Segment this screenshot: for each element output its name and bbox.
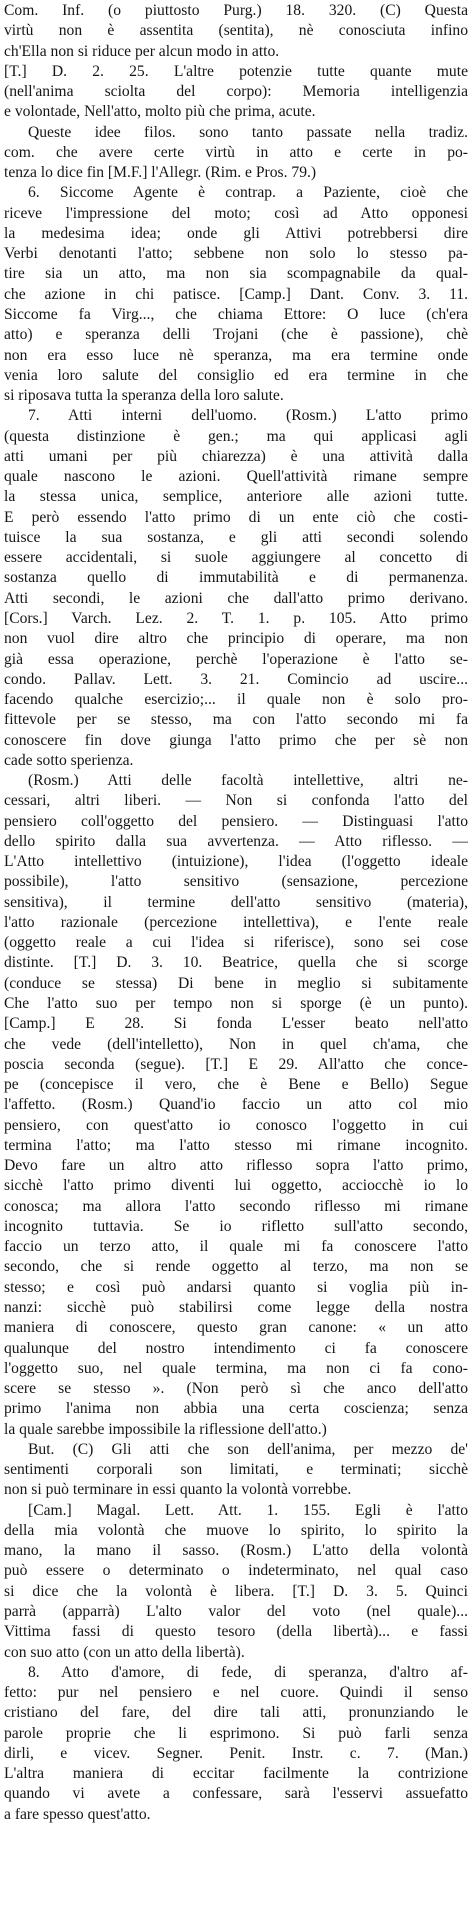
text-line: But. (C) Gli atti che son dell'anima, per mezzo de' [28, 1440, 468, 1458]
text-line: che vede (dell'intelletto), Non in quel ch'ama, che [4, 1035, 468, 1053]
text-line: faccio un terzo atto, il quale mi fa conoscere l'atto [4, 1238, 468, 1256]
text-line: 7. Atti interni dell'uomo. (Rosm.) L'atto primo [28, 407, 468, 425]
text-line: 6. Siccome Agente è contrap. a Paziente, cioè che [28, 184, 468, 202]
text-line: (questa distinzione è gen.; ma qui applicasi agli [4, 427, 468, 445]
text-line: si dice che la volontà è libera. [T.] D. 3. 5. Quinci [4, 1582, 468, 1600]
text-line: tenza lo dice fin [M.F.] l'Allegr. (Rim. e Pros. 79.) [4, 164, 317, 182]
text-line: Siccome fa Virg..., che chiama Ettore: O luce (ch'era [4, 305, 468, 323]
text-line: pensiero coll'oggetto del pensiero. — Distinguasi l'atto [4, 812, 468, 830]
text-line: essere accidentali, si suole aggiungere al concetto di [4, 549, 468, 567]
text-line: Queste idee filos. sono tanto passate nella tradiz. [28, 123, 468, 141]
text-line: si riposava tutta la speranza della loro salute. [4, 387, 284, 405]
text-line: fetto: pur nel pensiero e nel cuore. Quindi il senso [4, 1684, 468, 1702]
text-line: pensiero, con quest'atto io conosco l'oggetto in cui [4, 1116, 468, 1134]
text-line: della mia volontà che muove lo spirito, lo spirito la [4, 1521, 468, 1539]
text-line: cessari, altri liberi. — Non si confonda l'atto del [4, 792, 468, 810]
text-line: condo. Pallav. Lett. 3. 21. Comincio ad uscire... [4, 670, 468, 688]
text-line: cristiano del fare, del dire tali atti, pronunziando le [4, 1704, 468, 1722]
text-line: non era esso luce nè speranza, ma era termine onde [4, 346, 468, 364]
text-line: Vittima fassi di questo tesoro (della libertà)... e fassi [4, 1623, 468, 1641]
text-line: sentimenti corporali son limitati, e terminati; sicchè [4, 1461, 468, 1479]
text-line: quale nascono le azioni. Quell'attività rimane sempre [4, 468, 468, 486]
text-line: mano, la mano il sasso. (Rosm.) L'atto della volontà [4, 1542, 468, 1560]
text-line: distinte. [T.] D. 3. 10. Beatrice, quella che si scorge [4, 954, 468, 972]
text-line: la stessa unica, semplice, anteriore alle azioni tutte. [4, 488, 468, 506]
text-line: (oggetto reale a cui l'idea si riferisce), sono sei cose [4, 934, 468, 952]
text-line: sostanza quello di immutabilità e di permanenza. [4, 569, 468, 587]
text-line: stesso; e così può andarsi quanto si voglia più in- [4, 1278, 468, 1296]
text-line: Devo fare un altro atto riflesso sopra l'atto primo, [4, 1157, 468, 1175]
text-line: l'oggetto suo, nel quale termina, ma non ci fa cono- [4, 1359, 468, 1377]
text-line: atto) e speranza delli Trojani (che è passione), chè [4, 326, 468, 344]
text-line: non vuol dire altro che principio di operare, ma non [4, 630, 468, 648]
text-line: la medesima idea; onde gli Attivi potrebbersi dire [4, 224, 468, 242]
text-line: termina l'atto; ma l'atto stesso mi rimane incognito. [4, 1136, 468, 1154]
text-line: quando vi avete a confessare, sarà l'esservi assuefatto [4, 1785, 468, 1803]
text-line: parrà (apparrà) L'alto valor del voto (nel quale)... [4, 1602, 468, 1620]
text-line: facendo qualche esercizio;... il quale non è solo pro- [4, 691, 468, 709]
text-line: dello spirito dalla sua avvertenza. — Atto riflesso. — [4, 832, 468, 850]
text-line: possibile), l'atto sensitivo (sensazione, percezione [4, 873, 468, 891]
text-line: ch'Ella non si riduce per alcun modo in atto. [4, 42, 280, 60]
text-line: con suo atto (con un atto della libertà). [4, 1643, 245, 1661]
text-line: L'altra maniera di eccitar facilmente la contrizione [4, 1765, 468, 1783]
text-line: E però essendo l'atto primo di un ente ciò che costi- [4, 508, 468, 526]
text-line: secondo, che si rende oggetto al terzo, ma non se [4, 1258, 468, 1276]
text-line: Verbi denotanti l'atto; sebbene non solo lo stesso pa- [4, 245, 468, 263]
text-line: atti umani per più chiarezza) è una attività dalla [4, 447, 468, 465]
text-line: nanzi: sicchè può stabilirsi come legge della nostra [4, 1299, 468, 1316]
text-line: Che l'atto suo per tempo non si sporge (è un punto). [4, 995, 468, 1013]
text-line: [Cam.] Magal. Lett. Att. 1. 155. Egli è l'atto [28, 1501, 468, 1519]
text-line: l'atto razionale (percezione intellettiva), e l'ente reale [4, 913, 468, 931]
text-line: (Rosm.) Atti delle facoltà intellettive, altri ne- [28, 772, 468, 790]
text-line: venia loro salute del consiglio ed era termine in che [4, 366, 468, 384]
text-line: non si può terminare in essi quanto la volontà vorrebbe. [4, 1481, 352, 1499]
text-line: conosca; ma allora l'atto secondo riflesso mi rimane [4, 1197, 468, 1215]
text-line: sensitiva), il termine dell'atto sensitivo (materia), [4, 893, 468, 911]
text-line: fittevole per se stesso, ma con l'atto secondo mi fa [4, 711, 468, 729]
text-line: Atti secondi, le azioni che dall'atto primo derivano. [4, 589, 468, 607]
text-line: riceve l'impressione del moto; così ad Atto opponesi [4, 204, 468, 222]
text-line: [Cors.] Varch. Lez. 2. T. 1. p. 105. Atto primo [4, 609, 468, 627]
text-line: parole proprie che li esprimono. Si può farli senza [4, 1724, 468, 1742]
text-line: qualunque del nostro intendimento ci fa conoscere [4, 1339, 468, 1357]
text-line: l'affetto. (Rosm.) Quand'io faccio un atto col mio [4, 1096, 468, 1114]
text-line: incognito tuttavia. Se io rifletto sull'atto secondo, [4, 1217, 468, 1235]
text-line: può essere o determinato o indeterminato, nel qual caso [4, 1562, 468, 1580]
text-line: la quale sarebbe impossibile la riflessione dell'atto.) [4, 1420, 327, 1438]
text-line: maniera di conoscere, questo gran canone: « un atto [4, 1319, 468, 1337]
text-line: a fare spesso quest'atto. [4, 1805, 151, 1823]
text-line: [T.] D. 2. 25. L'altre potenzie tutte quante mute [4, 62, 468, 80]
text-line: tuisce la sua sostanza, e gli atti secondi solendo [4, 528, 468, 546]
text-line: Com. Inf. (o piuttosto Purg.) 18. 320. (C) Questa [4, 2, 468, 19]
text-line: conoscere fin dove giunga l'atto primo che per sè non [4, 731, 468, 749]
text-line: poscia seconda (segue). [T.] E 29. All'atto che conce- [4, 1055, 468, 1073]
text-line: 8. Atto d'amore, di fede, di speranza, d'altro af- [28, 1663, 468, 1681]
text-line: dirli, e vicev. Segner. Penit. Instr. c. 7. (Man.) [4, 1744, 468, 1762]
text-line: primo l'anima non abbia una certa coscienza; senza [4, 1400, 468, 1418]
text-line: già essa operazione, perchè l'operazione è l'atto se- [4, 650, 468, 668]
text-line: e volontade, Nell'atto, molto più che prima, acute. [4, 103, 316, 121]
text-line: (nell'anima sciolta del corpo): Memoria intelligenzia [4, 83, 468, 101]
text-line: cade sotto sperienza. [4, 751, 134, 769]
text-line: pe (concepisce il vero, che è Bene e Bello) Segue [4, 1076, 468, 1094]
text-line: che azione in chi patisce. [Camp.] Dant. Conv. 3. 11. [4, 285, 468, 303]
text-line: sicchè l'atto primo diventi lui oggetto, acciocchè io lo [4, 1177, 468, 1195]
text-line: virtù non è assentita (sentita), nè conosciuta infino [4, 22, 468, 40]
text-line: [Camp.] E 28. Si fonda L'esser beato nell'atto [4, 1015, 468, 1033]
text-line: com. che avere certe virtù in atto e certe in po- [4, 143, 468, 161]
text-line: scere se stesso ». (Non però sì che anco dell'atto [4, 1380, 468, 1398]
text-line: tire sia un atto, ma non sia scompagnabile da qual- [4, 265, 468, 283]
text-line: (conduce se stessa) Di bene in meglio si subitamente [4, 974, 468, 992]
text-line: L'Atto intellettivo (intuizione), l'idea (l'oggetto ideale [4, 853, 468, 871]
